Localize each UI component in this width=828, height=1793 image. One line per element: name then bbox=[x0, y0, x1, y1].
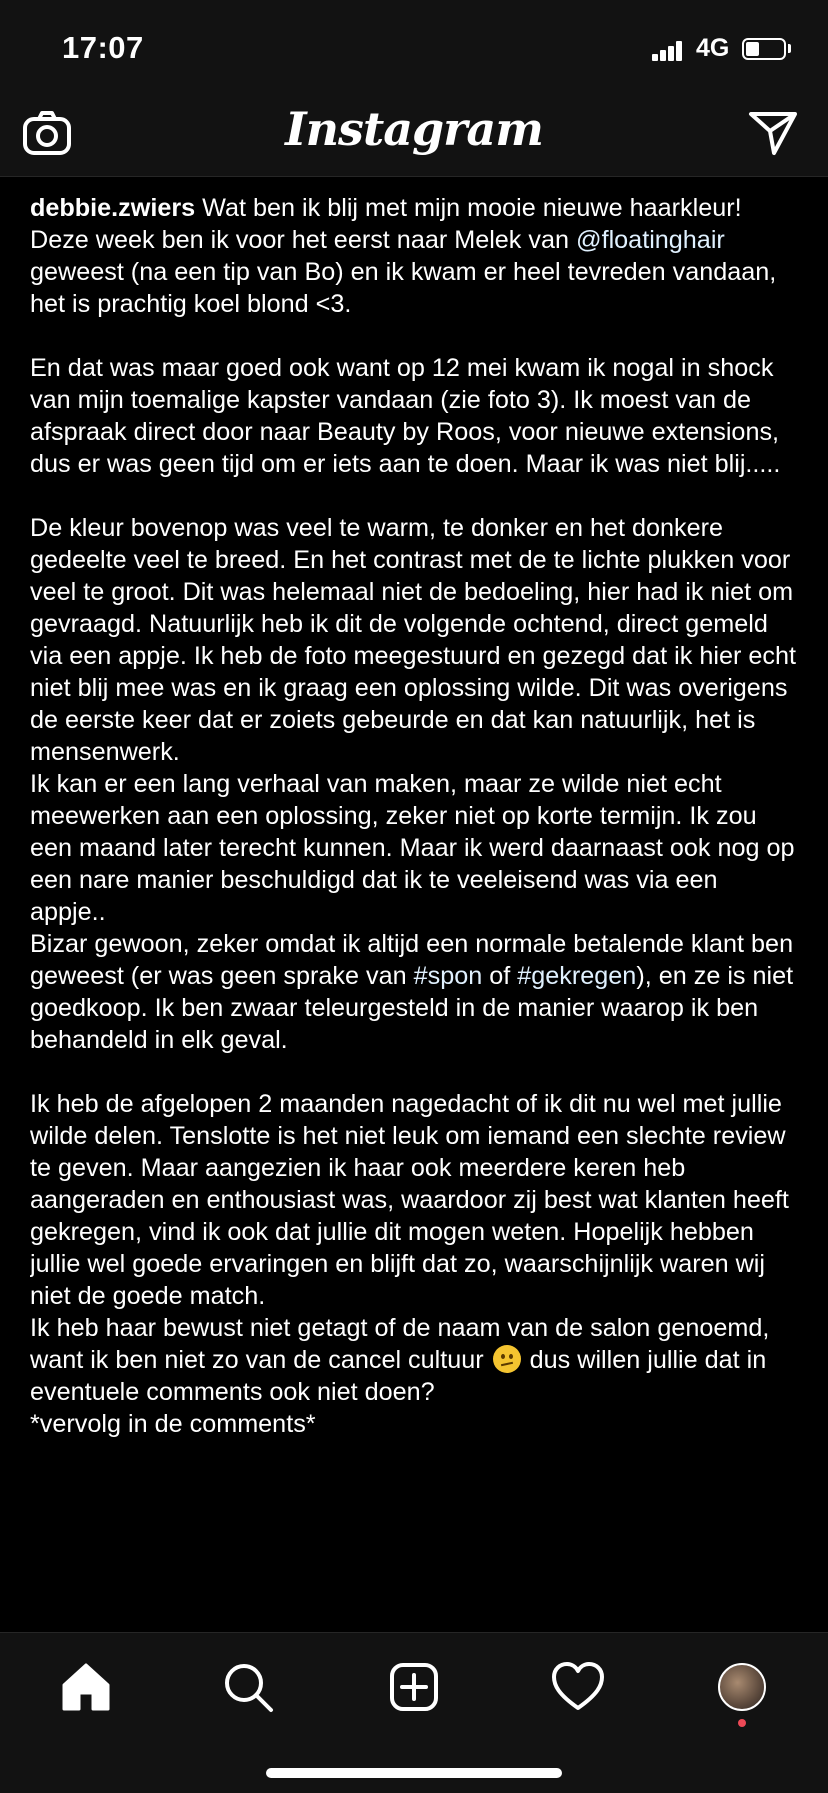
caption-paragraph-8: *vervolg in de comments* bbox=[30, 1410, 316, 1438]
battery-level bbox=[746, 42, 759, 56]
caption-paragraph-3: De kleur bovenop was veel te warm, te donker en het donkere gedeelte veel te breed. En het contrast met de te lichte plukken voor veel te groot. Dit was helemaal niet de bedoeling, hier had ik niet om gevraagd. Natuurlijk heb ik dit de volgende ochtend, direct gemeld via een appje. Ik heb de foto meegestuurd en gezegd dat ik hier echt niet blij mee was en ik graag een oplossing wilde. Dit was overigens de eerste keer dat er zoiets gebeurde en dat kan natuurlijk, het is mensenwerk. bbox=[30, 514, 796, 766]
instagram-logo[interactable]: Instagram bbox=[285, 102, 543, 156]
paragraph-gap bbox=[30, 1056, 800, 1088]
post-caption-area bbox=[30, 166, 800, 1626]
caption-paragraph-5 bbox=[30, 928, 800, 1056]
search-icon[interactable] bbox=[218, 1657, 278, 1717]
home-icon[interactable] bbox=[56, 1657, 116, 1717]
network-type: 4G bbox=[696, 34, 730, 62]
new-post-icon[interactable] bbox=[384, 1657, 444, 1717]
caption-text: Ik heb haar bewust niet getagt of de naam van de salon genoemd, want ik ben niet zo van de cancel cultuur bbox=[30, 1314, 770, 1374]
username-link[interactable]: debbie.zwiers bbox=[30, 194, 196, 222]
caption-paragraph-2: En dat was maar goed ook want op 12 mei kwam ik nogal in shock van mijn toemalige kapster vandaan (zie foto 3). Ik moest van de afspraak direct door naar Beauty by Roos, voor nieuwe extensions, dus er was geen tijd om er iets aan te doen. Maar ik was niet blij..... bbox=[30, 354, 781, 478]
avatar bbox=[718, 1663, 766, 1711]
caption-text: of bbox=[482, 962, 518, 990]
hashtag-link[interactable]: #gekregen bbox=[517, 962, 637, 990]
paragraph-gap bbox=[30, 480, 800, 512]
notification-dot bbox=[738, 1719, 746, 1727]
caption-text: Wat ben ik blij met mijn mooie nieuwe haarkleur! Deze week ben ik voor het eerst naar Melek van bbox=[30, 194, 742, 254]
paragraph-gap bbox=[30, 320, 800, 352]
post-caption bbox=[30, 192, 800, 1440]
caption-text: geweest (na een tip van Bo) en ik kwam er heel tevreden vandaan, het is prachtig koel blond <3. bbox=[30, 258, 777, 318]
status-time: 17:07 bbox=[62, 30, 144, 65]
caption-paragraph-7 bbox=[30, 1312, 800, 1408]
battery-icon bbox=[742, 38, 786, 60]
caption-text: Bizar gewoon, zeker omdat ik altijd een normale betalende klant ben geweest (er was geen sprake van bbox=[30, 930, 794, 990]
battery-cap bbox=[788, 44, 791, 53]
activity-heart-icon[interactable] bbox=[548, 1657, 608, 1717]
status-bar bbox=[0, 0, 828, 100]
caption-text: dus willen jullie dat in eventuele comments ook niet doen? bbox=[30, 1346, 767, 1406]
paper-plane-icon[interactable] bbox=[748, 110, 798, 156]
profile-avatar[interactable] bbox=[712, 1657, 772, 1717]
confused-face-emoji bbox=[493, 1345, 521, 1373]
top-nav bbox=[0, 100, 828, 177]
mention-link[interactable]: @floatinghair bbox=[576, 226, 725, 254]
cellular-signal-icon bbox=[652, 41, 682, 61]
caption-text: ), en ze is niet goedkoop. Ik ben zwaar teleurgesteld in de manier waarop ik ben behandeld in elk geval. bbox=[30, 962, 794, 1054]
home-indicator bbox=[266, 1768, 562, 1778]
hashtag-link[interactable]: #spon bbox=[413, 962, 483, 990]
caption-paragraph-4: Ik kan er een lang verhaal van maken, maar ze wilde niet echt meewerken aan een oplossing, zeker niet op korte termijn. Ik zou een maand later terecht kunnen. Maar ik werd daarnaast ook nog op een nare manier beschuldigd dat ik te veeleisend was via een appje.. bbox=[30, 770, 795, 926]
caption-paragraph-1 bbox=[30, 192, 800, 320]
caption-paragraph-6: Ik heb de afgelopen 2 maanden nagedacht of ik dit nu wel met jullie wilde delen. Tenslotte is het niet leuk om iemand een slechte review te geven. Maar aangezien ik haar ook meerdere keren heb aangeraden en enthousiast was, waardoor zij best wat klanten heeft gekregen, vind ik ook dat jullie dit mogen weten. Hopelijk hebben jullie wel goede ervaringen en blijft dat zo, waarschijnlijk waren wij niet de goede match. bbox=[30, 1090, 789, 1310]
